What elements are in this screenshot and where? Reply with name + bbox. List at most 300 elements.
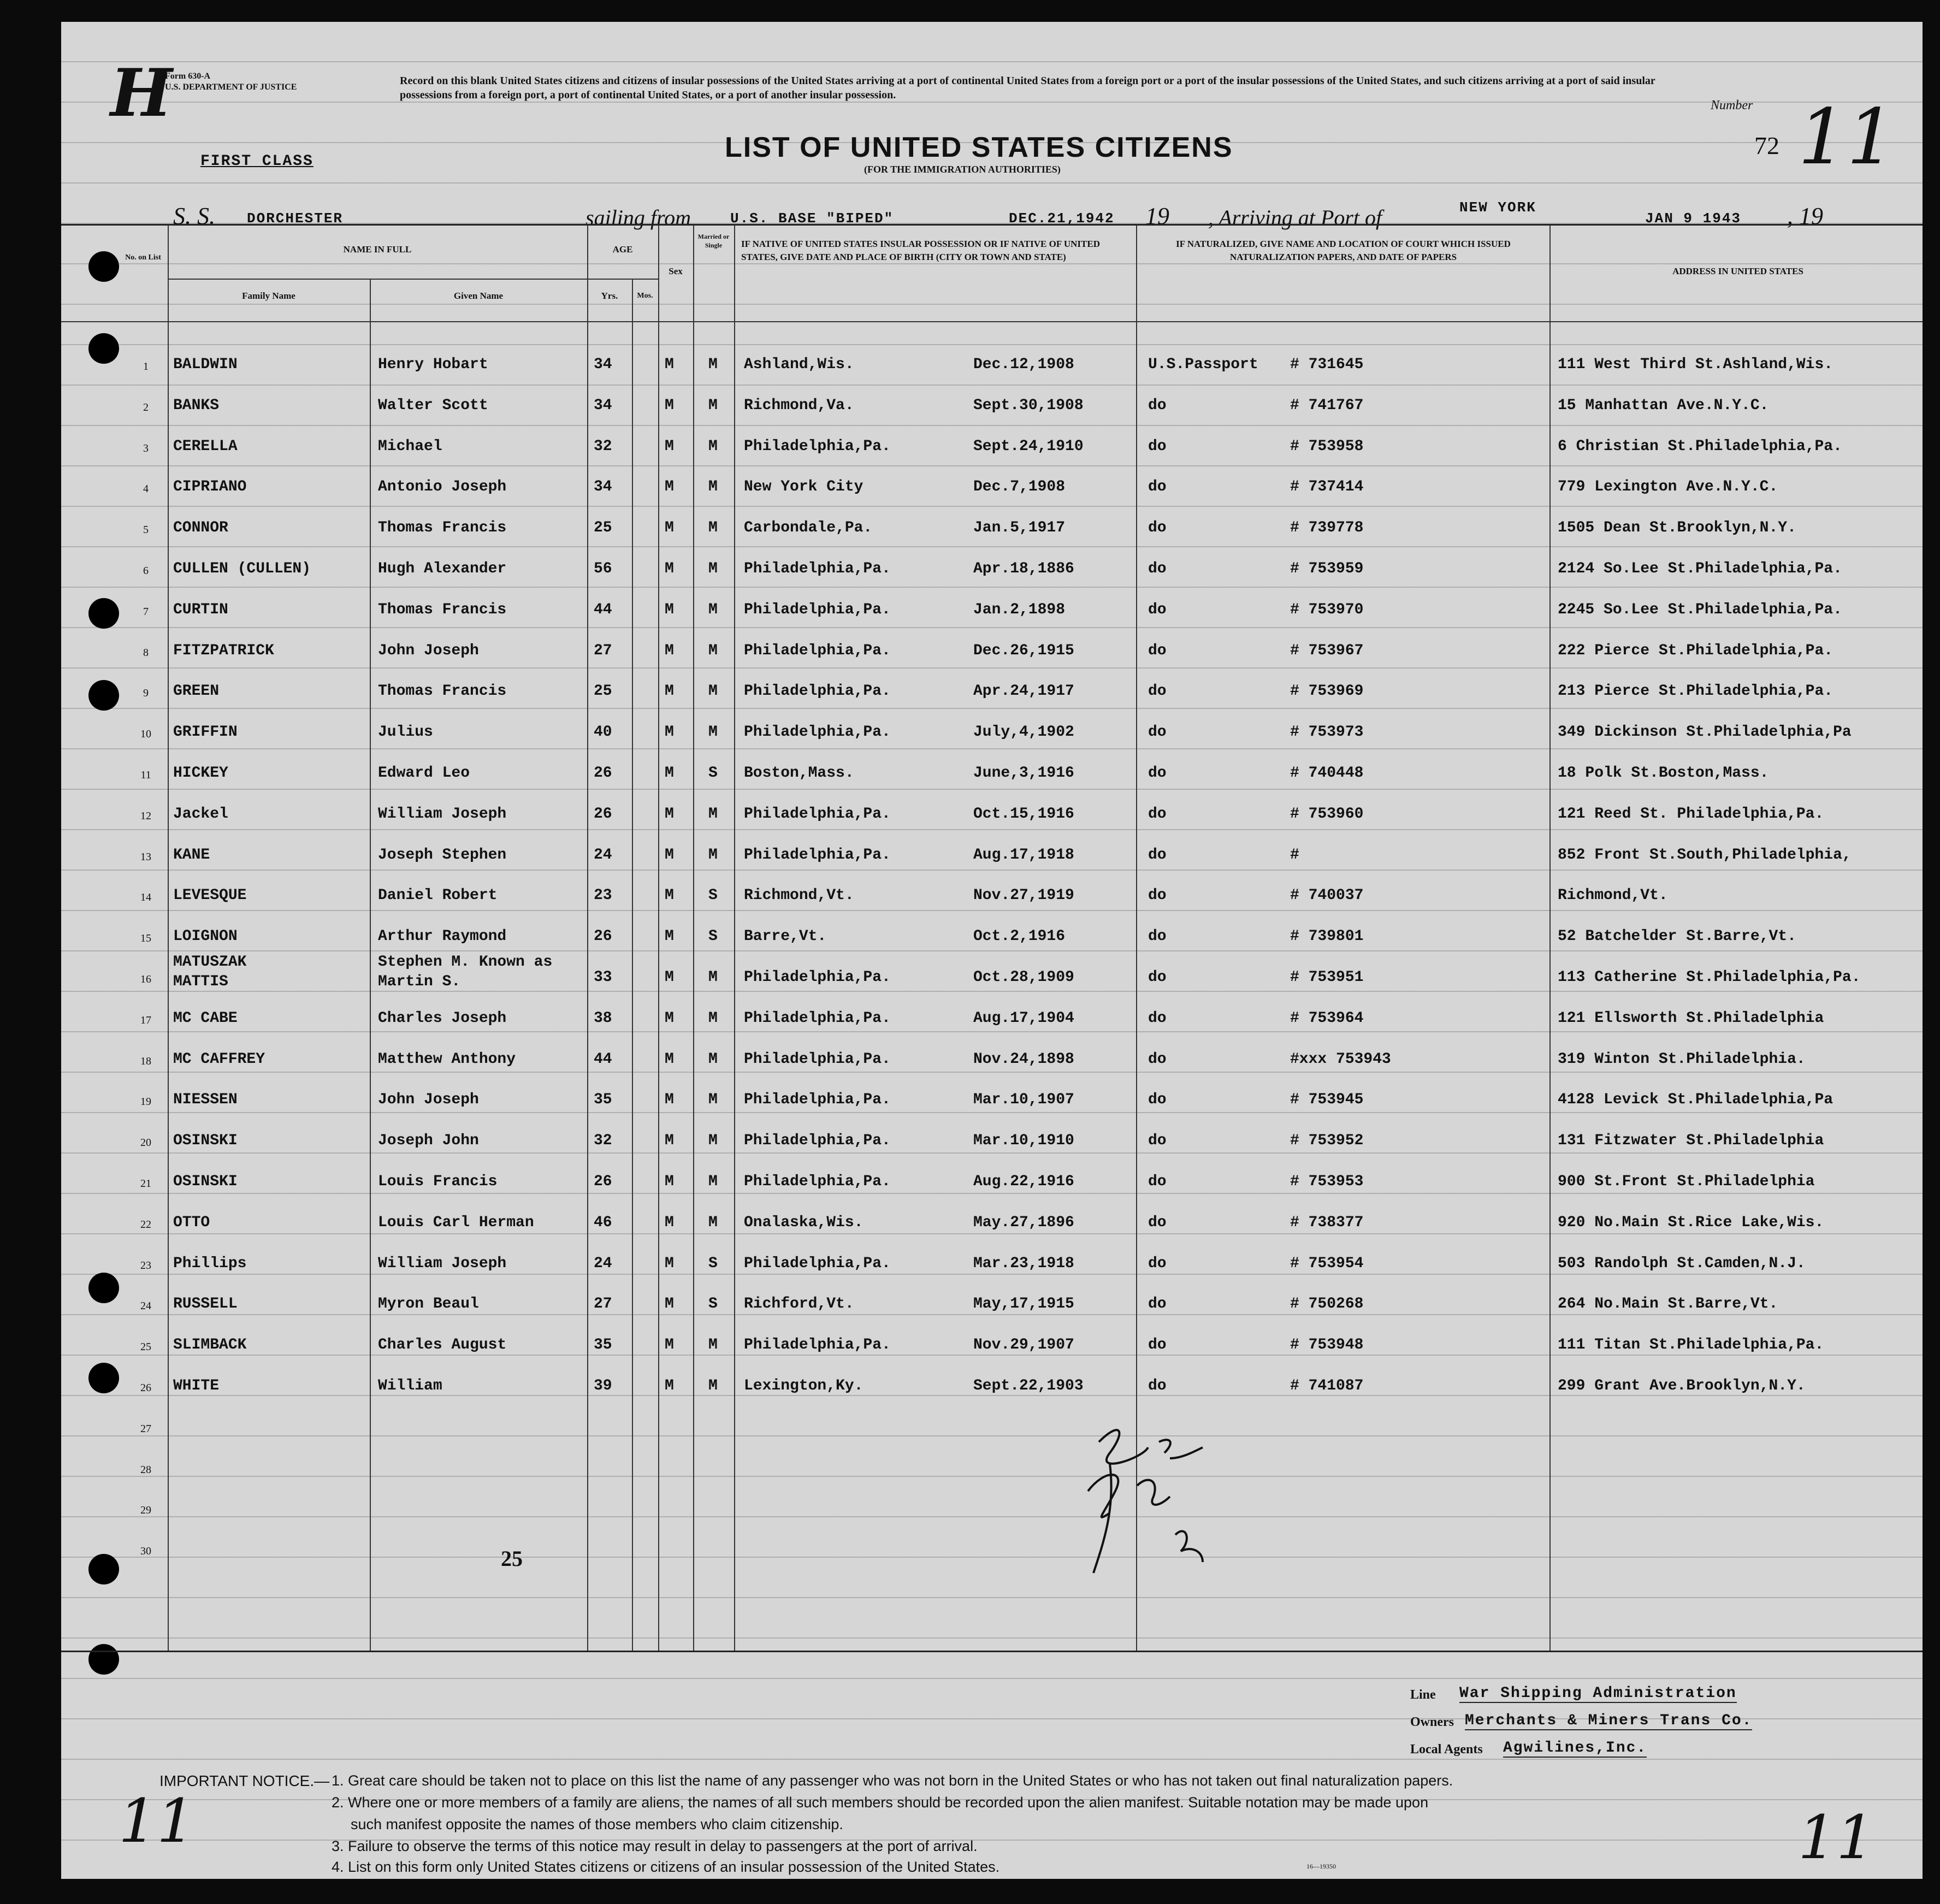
passport-number: # 737414 bbox=[1290, 478, 1364, 495]
agents-label: Local Agents bbox=[1410, 1742, 1483, 1757]
marital-status: M bbox=[708, 397, 718, 414]
family-name: CULLEN (CULLEN) bbox=[173, 560, 311, 577]
birth-date: May.27,1896 bbox=[973, 1214, 1074, 1231]
birth-date: Apr.24,1917 bbox=[973, 683, 1074, 700]
number-label: Number bbox=[1711, 98, 1753, 113]
age: 34 bbox=[594, 356, 612, 373]
col-header-age: AGE bbox=[612, 244, 633, 255]
age: 26 bbox=[594, 806, 612, 823]
birth-place: Philadelphia,Pa. bbox=[744, 438, 891, 455]
marital-status: S bbox=[708, 765, 718, 782]
sex: M bbox=[665, 806, 674, 823]
naturalization-court: do bbox=[1148, 928, 1167, 945]
birth-date: Nov.29,1907 bbox=[973, 1337, 1074, 1353]
birth-place: Philadelphia,Pa. bbox=[744, 560, 891, 577]
number-value: 72 bbox=[1754, 132, 1779, 159]
passport-number: # 739801 bbox=[1290, 928, 1364, 945]
passport-number: # 753964 bbox=[1290, 1010, 1364, 1027]
total-count: 25 bbox=[501, 1546, 523, 1571]
owners-value: Merchants & Miners Trans Co. bbox=[1465, 1712, 1753, 1729]
us-address: 121 Reed St. Philadelphia,Pa. bbox=[1558, 806, 1824, 823]
us-address: 920 No.Main St.Rice Lake,Wis. bbox=[1558, 1214, 1824, 1231]
column-rule bbox=[658, 225, 659, 1651]
family-name: Phillips bbox=[173, 1255, 247, 1272]
punch-hole bbox=[88, 1554, 119, 1584]
sex: M bbox=[665, 1214, 674, 1231]
marital-status: M bbox=[708, 1173, 718, 1190]
birth-place: Philadelphia,Pa. bbox=[744, 1091, 891, 1108]
marital-status: M bbox=[708, 1051, 718, 1068]
naturalization-court: do bbox=[1148, 1132, 1167, 1149]
form-subtitle: (FOR THE IMMIGRATION AUTHORITIES) bbox=[864, 164, 1061, 175]
us-address: 319 Winton St.Philadelphia. bbox=[1558, 1051, 1806, 1068]
form-reference: Form 630-A U.S. DEPARTMENT OF JUSTICE bbox=[165, 72, 297, 92]
birth-date: Oct.2,1916 bbox=[973, 928, 1066, 945]
birth-place: Richmond,Va. bbox=[744, 397, 854, 414]
birth-place: Barre,Vt. bbox=[744, 928, 827, 945]
punch-hole bbox=[88, 598, 119, 629]
passport-number: # 753954 bbox=[1290, 1255, 1364, 1272]
age: 34 bbox=[594, 397, 612, 414]
row-number: 5 bbox=[143, 524, 149, 536]
given-name: Charles August bbox=[378, 1337, 507, 1353]
given-name: Charles Joseph bbox=[378, 1010, 507, 1027]
naturalization-court: do bbox=[1148, 765, 1167, 782]
marital-status: M bbox=[708, 724, 718, 741]
row-number: 30 bbox=[140, 1545, 151, 1557]
birth-date: Jan.2,1898 bbox=[973, 601, 1066, 618]
given-name: Thomas Francis bbox=[378, 601, 507, 618]
given-name: Antonio Joseph bbox=[378, 478, 507, 495]
sailing-label: sailing from bbox=[585, 205, 691, 230]
sex: M bbox=[665, 1010, 674, 1027]
header-underline bbox=[168, 279, 659, 280]
age: 44 bbox=[594, 601, 612, 618]
us-address: 213 Pierce St.Philadelphia,Pa. bbox=[1558, 683, 1833, 700]
given-name: Stephen M. Known as Martin S. bbox=[378, 954, 553, 990]
marital-status: M bbox=[708, 1214, 718, 1231]
sex: M bbox=[665, 519, 674, 536]
marital-status: M bbox=[708, 601, 718, 618]
family-name: GREEN bbox=[173, 683, 220, 700]
row-number: 25 bbox=[140, 1341, 151, 1353]
age: 46 bbox=[594, 1214, 612, 1231]
marital-status: M bbox=[708, 560, 718, 577]
birth-date: Sept.24,1910 bbox=[973, 438, 1084, 455]
age: 24 bbox=[594, 1255, 612, 1272]
birth-place: Lexington,Ky. bbox=[744, 1377, 863, 1394]
family-name: LEVESQUE bbox=[173, 887, 247, 904]
col-header-yrs: Yrs. bbox=[601, 291, 618, 301]
notice-1: 1. Great care should be taken not to place on this list the name of any passenger who was not born in the United States or who has not taken out final naturalization papers. bbox=[332, 1772, 1453, 1789]
sex: M bbox=[665, 1051, 674, 1068]
birth-place: Ashland,Wis. bbox=[744, 356, 854, 373]
birth-date: Mar.10,1907 bbox=[973, 1091, 1074, 1108]
punch-hole bbox=[88, 1273, 119, 1303]
birth-place: Richmond,Vt. bbox=[744, 887, 854, 904]
age: 33 bbox=[594, 969, 612, 986]
us-address: 349 Dickinson St.Philadelphia,Pa bbox=[1558, 724, 1852, 741]
row-number: 13 bbox=[140, 851, 151, 863]
family-name: OTTO bbox=[173, 1214, 210, 1231]
birth-date: Nov.27,1919 bbox=[973, 887, 1074, 904]
family-name: BANKS bbox=[173, 397, 220, 414]
row-number: 14 bbox=[140, 891, 151, 903]
naturalization-court: do bbox=[1148, 519, 1167, 536]
family-name: WHITE bbox=[173, 1377, 220, 1394]
sex: M bbox=[665, 1091, 674, 1108]
birth-place: Philadelphia,Pa. bbox=[744, 642, 891, 659]
naturalization-court: do bbox=[1148, 438, 1167, 455]
sex: M bbox=[665, 397, 674, 414]
age: 40 bbox=[594, 724, 612, 741]
given-name: Thomas Francis bbox=[378, 519, 507, 536]
marital-status: S bbox=[708, 887, 718, 904]
birth-place: Philadelphia,Pa. bbox=[744, 1010, 891, 1027]
passport-number: # 740037 bbox=[1290, 887, 1364, 904]
us-address: 15 Manhattan Ave.N.Y.C. bbox=[1558, 397, 1769, 414]
col-header-address: ADDRESS IN UNITED STATES bbox=[1672, 266, 1803, 276]
inspector-signature bbox=[1077, 1409, 1219, 1595]
notice-3: 3. Failure to observe the terms of this notice may result in delay to passengers at the port of arrival. bbox=[332, 1838, 978, 1854]
us-address: 121 Ellsworth St.Philadelphia bbox=[1558, 1010, 1824, 1027]
arrival-date: JAN 9 1943 bbox=[1645, 210, 1742, 227]
agents-value: Agwilines,Inc. bbox=[1503, 1740, 1647, 1757]
birth-place: Carbondale,Pa. bbox=[744, 519, 873, 536]
column-rule bbox=[168, 225, 169, 1651]
birth-date: Mar.10,1910 bbox=[973, 1132, 1074, 1149]
form-title: LIST OF UNITED STATES CITIZENS bbox=[725, 132, 1233, 163]
marital-status: M bbox=[708, 847, 718, 864]
given-name: Matthew Anthony bbox=[378, 1051, 516, 1068]
marital-status: M bbox=[708, 642, 718, 659]
table-bottom-rule bbox=[61, 1651, 1923, 1652]
sex: M bbox=[665, 478, 674, 495]
col-header-given: Given Name bbox=[453, 291, 504, 301]
margin-mark-right: 11 bbox=[1798, 1802, 1874, 1872]
given-name: John Joseph bbox=[378, 642, 479, 659]
family-name: OSINSKI bbox=[173, 1132, 238, 1149]
passport-number: # bbox=[1290, 847, 1299, 864]
naturalization-court: do bbox=[1148, 724, 1167, 741]
birth-date: Oct.15,1916 bbox=[973, 806, 1074, 823]
us-address: 4128 Levick St.Philadelphia,Pa bbox=[1558, 1091, 1833, 1108]
age: 35 bbox=[594, 1337, 612, 1353]
marital-status: M bbox=[708, 1132, 718, 1149]
col-header-no: No. on List bbox=[125, 253, 161, 262]
passport-number: # 731645 bbox=[1290, 356, 1364, 373]
us-address: 2245 So.Lee St.Philadelphia,Pa. bbox=[1558, 601, 1842, 618]
punch-hole bbox=[88, 1363, 119, 1393]
row-number: 16 bbox=[140, 973, 151, 985]
marital-status: M bbox=[708, 683, 718, 700]
age: 27 bbox=[594, 642, 612, 659]
us-address: 111 West Third St.Ashland,Wis. bbox=[1558, 356, 1833, 373]
notice-2a: 2. Where one or more members of a family are aliens, the names of all such members should be recorded upon the alien manifest. Suitable notation may be made upon bbox=[332, 1794, 1429, 1811]
us-address: 264 No.Main St.Barre,Vt. bbox=[1558, 1296, 1778, 1312]
naturalization-court: do bbox=[1148, 1091, 1167, 1108]
row-number: 6 bbox=[143, 565, 149, 577]
naturalization-court: do bbox=[1148, 1173, 1167, 1190]
row-number: 10 bbox=[140, 728, 151, 740]
column-rule bbox=[587, 225, 588, 1651]
us-address: 779 Lexington Ave.N.Y.C. bbox=[1558, 478, 1778, 495]
birth-date: Sept.30,1908 bbox=[973, 397, 1084, 414]
birth-place: Philadelphia,Pa. bbox=[744, 724, 891, 741]
birth-place: Philadelphia,Pa. bbox=[744, 1051, 891, 1068]
given-name: Myron Beaul bbox=[378, 1296, 479, 1312]
given-name: Michael bbox=[378, 438, 442, 455]
punch-hole bbox=[88, 680, 119, 711]
sex: M bbox=[665, 1255, 674, 1272]
naturalization-court: do bbox=[1148, 1255, 1167, 1272]
given-name: Walter Scott bbox=[378, 397, 488, 414]
passport-number: # 753953 bbox=[1290, 1173, 1364, 1190]
sex: M bbox=[665, 1377, 674, 1394]
naturalization-court: do bbox=[1148, 1010, 1167, 1027]
family-name: GRIFFIN bbox=[173, 724, 238, 741]
row-number: 8 bbox=[143, 647, 149, 659]
corner-mark: H bbox=[110, 55, 173, 132]
naturalization-court: do bbox=[1148, 1337, 1167, 1353]
sex: M bbox=[665, 1296, 674, 1312]
birth-date: Sept.22,1903 bbox=[973, 1377, 1084, 1394]
given-name: Daniel Robert bbox=[378, 887, 498, 904]
row-number: 15 bbox=[140, 932, 151, 944]
ss-label: S. S. bbox=[173, 203, 215, 229]
col-header-mos: Mos. bbox=[637, 292, 653, 300]
birth-place: Boston,Mass. bbox=[744, 765, 854, 782]
family-name: CIPRIANO bbox=[173, 478, 247, 495]
table-top-rule bbox=[61, 224, 1923, 226]
sex: M bbox=[665, 1173, 674, 1190]
age: 26 bbox=[594, 1173, 612, 1190]
birth-date: Dec.12,1908 bbox=[973, 356, 1074, 373]
birth-date: June,3,1916 bbox=[973, 765, 1074, 782]
sex: M bbox=[665, 1132, 674, 1149]
passport-number: # 753960 bbox=[1290, 806, 1364, 823]
birth-place: Philadelphia,Pa. bbox=[744, 969, 891, 986]
given-name: William Joseph bbox=[378, 1255, 507, 1272]
margin-mark-left: 11 bbox=[119, 1786, 195, 1856]
passport-number: # 753970 bbox=[1290, 601, 1364, 618]
punch-hole bbox=[88, 333, 119, 364]
birth-place: New York City bbox=[744, 478, 863, 495]
given-name: Arthur Raymond bbox=[378, 928, 507, 945]
age: 25 bbox=[594, 683, 612, 700]
sailing-date: DEC.21,1942 bbox=[1009, 210, 1115, 227]
line-value: War Shipping Administration bbox=[1459, 1685, 1737, 1702]
birth-place: Philadelphia,Pa. bbox=[744, 847, 891, 864]
col-header-sex: Sex bbox=[669, 266, 683, 276]
column-rule bbox=[370, 279, 371, 1651]
age: 44 bbox=[594, 1051, 612, 1068]
age: 25 bbox=[594, 519, 612, 536]
family-name: OSINSKI bbox=[173, 1173, 238, 1190]
manifest-page bbox=[61, 22, 1923, 1879]
given-name: Edward Leo bbox=[378, 765, 470, 782]
us-address: 222 Pierce St.Philadelphia,Pa. bbox=[1558, 642, 1833, 659]
family-name: FITZPATRICK bbox=[173, 642, 274, 659]
column-rule bbox=[693, 225, 694, 1651]
us-address: 52 Batchelder St.Barre,Vt. bbox=[1558, 928, 1796, 945]
row-number: 24 bbox=[140, 1300, 151, 1312]
family-name: MC CAFFREY bbox=[173, 1051, 265, 1068]
age: 26 bbox=[594, 928, 612, 945]
us-address: Richmond,Vt. bbox=[1558, 887, 1668, 904]
passport-number: #xxx 753943 bbox=[1290, 1051, 1391, 1068]
age: 39 bbox=[594, 1377, 612, 1394]
birth-date: Aug.17,1904 bbox=[973, 1010, 1074, 1027]
sex: M bbox=[665, 1337, 674, 1353]
row-number: 7 bbox=[143, 606, 149, 618]
us-address: 111 Titan St.Philadelphia,Pa. bbox=[1558, 1337, 1824, 1353]
passport-number: # 741767 bbox=[1290, 397, 1364, 414]
passport-number: # 753952 bbox=[1290, 1132, 1364, 1149]
age: 24 bbox=[594, 847, 612, 864]
naturalization-court: do bbox=[1148, 847, 1167, 864]
column-rule bbox=[1549, 225, 1551, 1651]
row-number: 9 bbox=[143, 687, 149, 699]
class-label: FIRST CLASS bbox=[200, 153, 314, 170]
given-name: Joseph John bbox=[378, 1132, 479, 1149]
birth-place: Philadelphia,Pa. bbox=[744, 1132, 891, 1149]
us-address: 18 Polk St.Boston,Mass. bbox=[1558, 765, 1769, 782]
us-address: 1505 Dean St.Brooklyn,N.Y. bbox=[1558, 519, 1796, 536]
row-number: 21 bbox=[140, 1178, 151, 1190]
birth-date: Jan.5,1917 bbox=[973, 519, 1066, 536]
family-name: RUSSELL bbox=[173, 1296, 238, 1312]
marital-status: M bbox=[708, 519, 718, 536]
handwritten-number: 11 bbox=[1798, 93, 1896, 182]
given-name: Thomas Francis bbox=[378, 683, 507, 700]
sex: M bbox=[665, 847, 674, 864]
naturalization-court: do bbox=[1148, 1214, 1167, 1231]
naturalization-court: do bbox=[1148, 397, 1167, 414]
marital-status: M bbox=[708, 1010, 718, 1027]
arrival-port: NEW YORK bbox=[1459, 199, 1536, 216]
row-number: 20 bbox=[140, 1137, 151, 1149]
row-number: 2 bbox=[143, 401, 149, 413]
col-header-naturalized: IF NATURALIZED, GIVE NAME AND LOCATION OF COURT WHICH ISSUED NATURALIZATION PAPERS, AND DATE OF PAPERS bbox=[1176, 239, 1511, 262]
arriving-label: , Arriving at Port of bbox=[1208, 205, 1382, 230]
row-number: 18 bbox=[140, 1055, 151, 1067]
owners-label: Owners bbox=[1410, 1715, 1454, 1729]
column-rule bbox=[632, 279, 633, 1651]
line-label: Line bbox=[1410, 1688, 1436, 1702]
given-name: Julius bbox=[378, 724, 433, 741]
punch-hole bbox=[88, 1644, 119, 1675]
family-name: CONNOR bbox=[173, 519, 228, 536]
row-number: 23 bbox=[140, 1260, 151, 1272]
col-header-birth: IF NATIVE OF UNITED STATES INSULAR POSSESSION OR IF NATIVE OF UNITED STATES, GIVE DATE AND PLACE OF BIRTH (CITY OR TOWN AND STATE) bbox=[741, 239, 1100, 262]
form-instruction: Record on this blank United States citizens and citizens of insular possessions of the United States arriving at a port of continental United States from a foreign port or a port of the insular possessions of the United States, and such citizens arriving at a port of said insular possessions from a foreign port, a port of continental United States, or a port of another insular possession. bbox=[400, 75, 1655, 101]
sex: M bbox=[665, 887, 674, 904]
footer-code: 16—19350 bbox=[1306, 1862, 1336, 1870]
family-name: SLIMBACK bbox=[173, 1337, 247, 1353]
sex: M bbox=[665, 642, 674, 659]
us-address: 900 St.Front St.Philadelphia bbox=[1558, 1173, 1815, 1190]
marital-status: M bbox=[708, 356, 718, 373]
us-address: 2124 So.Lee St.Philadelphia,Pa. bbox=[1558, 560, 1842, 577]
us-address: 852 Front St.South,Philadelphia, bbox=[1558, 847, 1852, 864]
sex: M bbox=[665, 683, 674, 700]
age: 23 bbox=[594, 887, 612, 904]
birth-date: Nov.24,1898 bbox=[973, 1051, 1074, 1068]
naturalization-court: do bbox=[1148, 806, 1167, 823]
passport-number: # 740448 bbox=[1290, 765, 1364, 782]
column-rule bbox=[734, 225, 735, 1651]
ship-name: DORCHESTER bbox=[247, 210, 344, 227]
family-name: Jackel bbox=[173, 806, 228, 823]
naturalization-court: do bbox=[1148, 1296, 1167, 1312]
birth-date: Mar.23,1918 bbox=[973, 1255, 1074, 1272]
birth-place: Onalaska,Wis. bbox=[744, 1214, 863, 1231]
col-header-family: Family Name bbox=[242, 291, 295, 301]
birth-date: Oct.28,1909 bbox=[973, 969, 1074, 986]
us-address: 131 Fitzwater St.Philadelphia bbox=[1558, 1132, 1824, 1149]
birth-place: Richford,Vt. bbox=[744, 1296, 854, 1312]
age: 26 bbox=[594, 765, 612, 782]
given-name: Joseph Stephen bbox=[378, 847, 507, 864]
age: 27 bbox=[594, 1296, 612, 1312]
arrival-suffix: , 19 bbox=[1787, 203, 1823, 229]
marital-status: S bbox=[708, 1296, 718, 1312]
passport-number: # 750268 bbox=[1290, 1296, 1364, 1312]
sex: M bbox=[665, 560, 674, 577]
naturalization-court: do bbox=[1148, 683, 1167, 700]
row-number: 11 bbox=[140, 769, 151, 781]
row-number: 17 bbox=[140, 1014, 151, 1026]
sex: M bbox=[665, 969, 674, 986]
birth-place: Philadelphia,Pa. bbox=[744, 1337, 891, 1353]
passport-number: # 741087 bbox=[1290, 1377, 1364, 1394]
age: 38 bbox=[594, 1010, 612, 1027]
naturalization-court: do bbox=[1148, 1377, 1167, 1394]
row-number: 3 bbox=[143, 442, 149, 454]
marital-status: M bbox=[708, 1337, 718, 1353]
passport-number: # 753959 bbox=[1290, 560, 1364, 577]
birth-date: Aug.17,1918 bbox=[973, 847, 1074, 864]
given-name: William Joseph bbox=[378, 806, 507, 823]
passport-number: # 753969 bbox=[1290, 683, 1364, 700]
us-address: 503 Randolph St.Camden,N.J. bbox=[1558, 1255, 1806, 1272]
family-name: MC CABE bbox=[173, 1010, 238, 1027]
row-number: 29 bbox=[140, 1504, 151, 1516]
year-suffix: 19 bbox=[1145, 203, 1169, 229]
naturalization-court: do bbox=[1148, 601, 1167, 618]
sex: M bbox=[665, 601, 674, 618]
age: 35 bbox=[594, 1091, 612, 1108]
passport-number: # 739778 bbox=[1290, 519, 1364, 536]
given-name: Louis Francis bbox=[378, 1173, 498, 1190]
row-number: 28 bbox=[140, 1464, 151, 1476]
passport-number: # 753958 bbox=[1290, 438, 1364, 455]
marital-status: M bbox=[708, 1377, 718, 1394]
naturalization-court: do bbox=[1148, 642, 1167, 659]
age: 34 bbox=[594, 478, 612, 495]
notice-2b: such manifest opposite the names of those members who claim citizenship. bbox=[351, 1816, 843, 1832]
punch-hole bbox=[88, 251, 119, 282]
family-name: KANE bbox=[173, 847, 210, 864]
marital-status: M bbox=[708, 478, 718, 495]
notice-4: 4. List on this form only United States citizens or citizens of an insular possession of the United States. bbox=[332, 1859, 1000, 1875]
given-name: William bbox=[378, 1377, 442, 1394]
sex: M bbox=[665, 356, 674, 373]
row-number: 4 bbox=[143, 483, 149, 495]
header-bottom-rule bbox=[61, 321, 1923, 322]
family-name: HICKEY bbox=[173, 765, 228, 782]
